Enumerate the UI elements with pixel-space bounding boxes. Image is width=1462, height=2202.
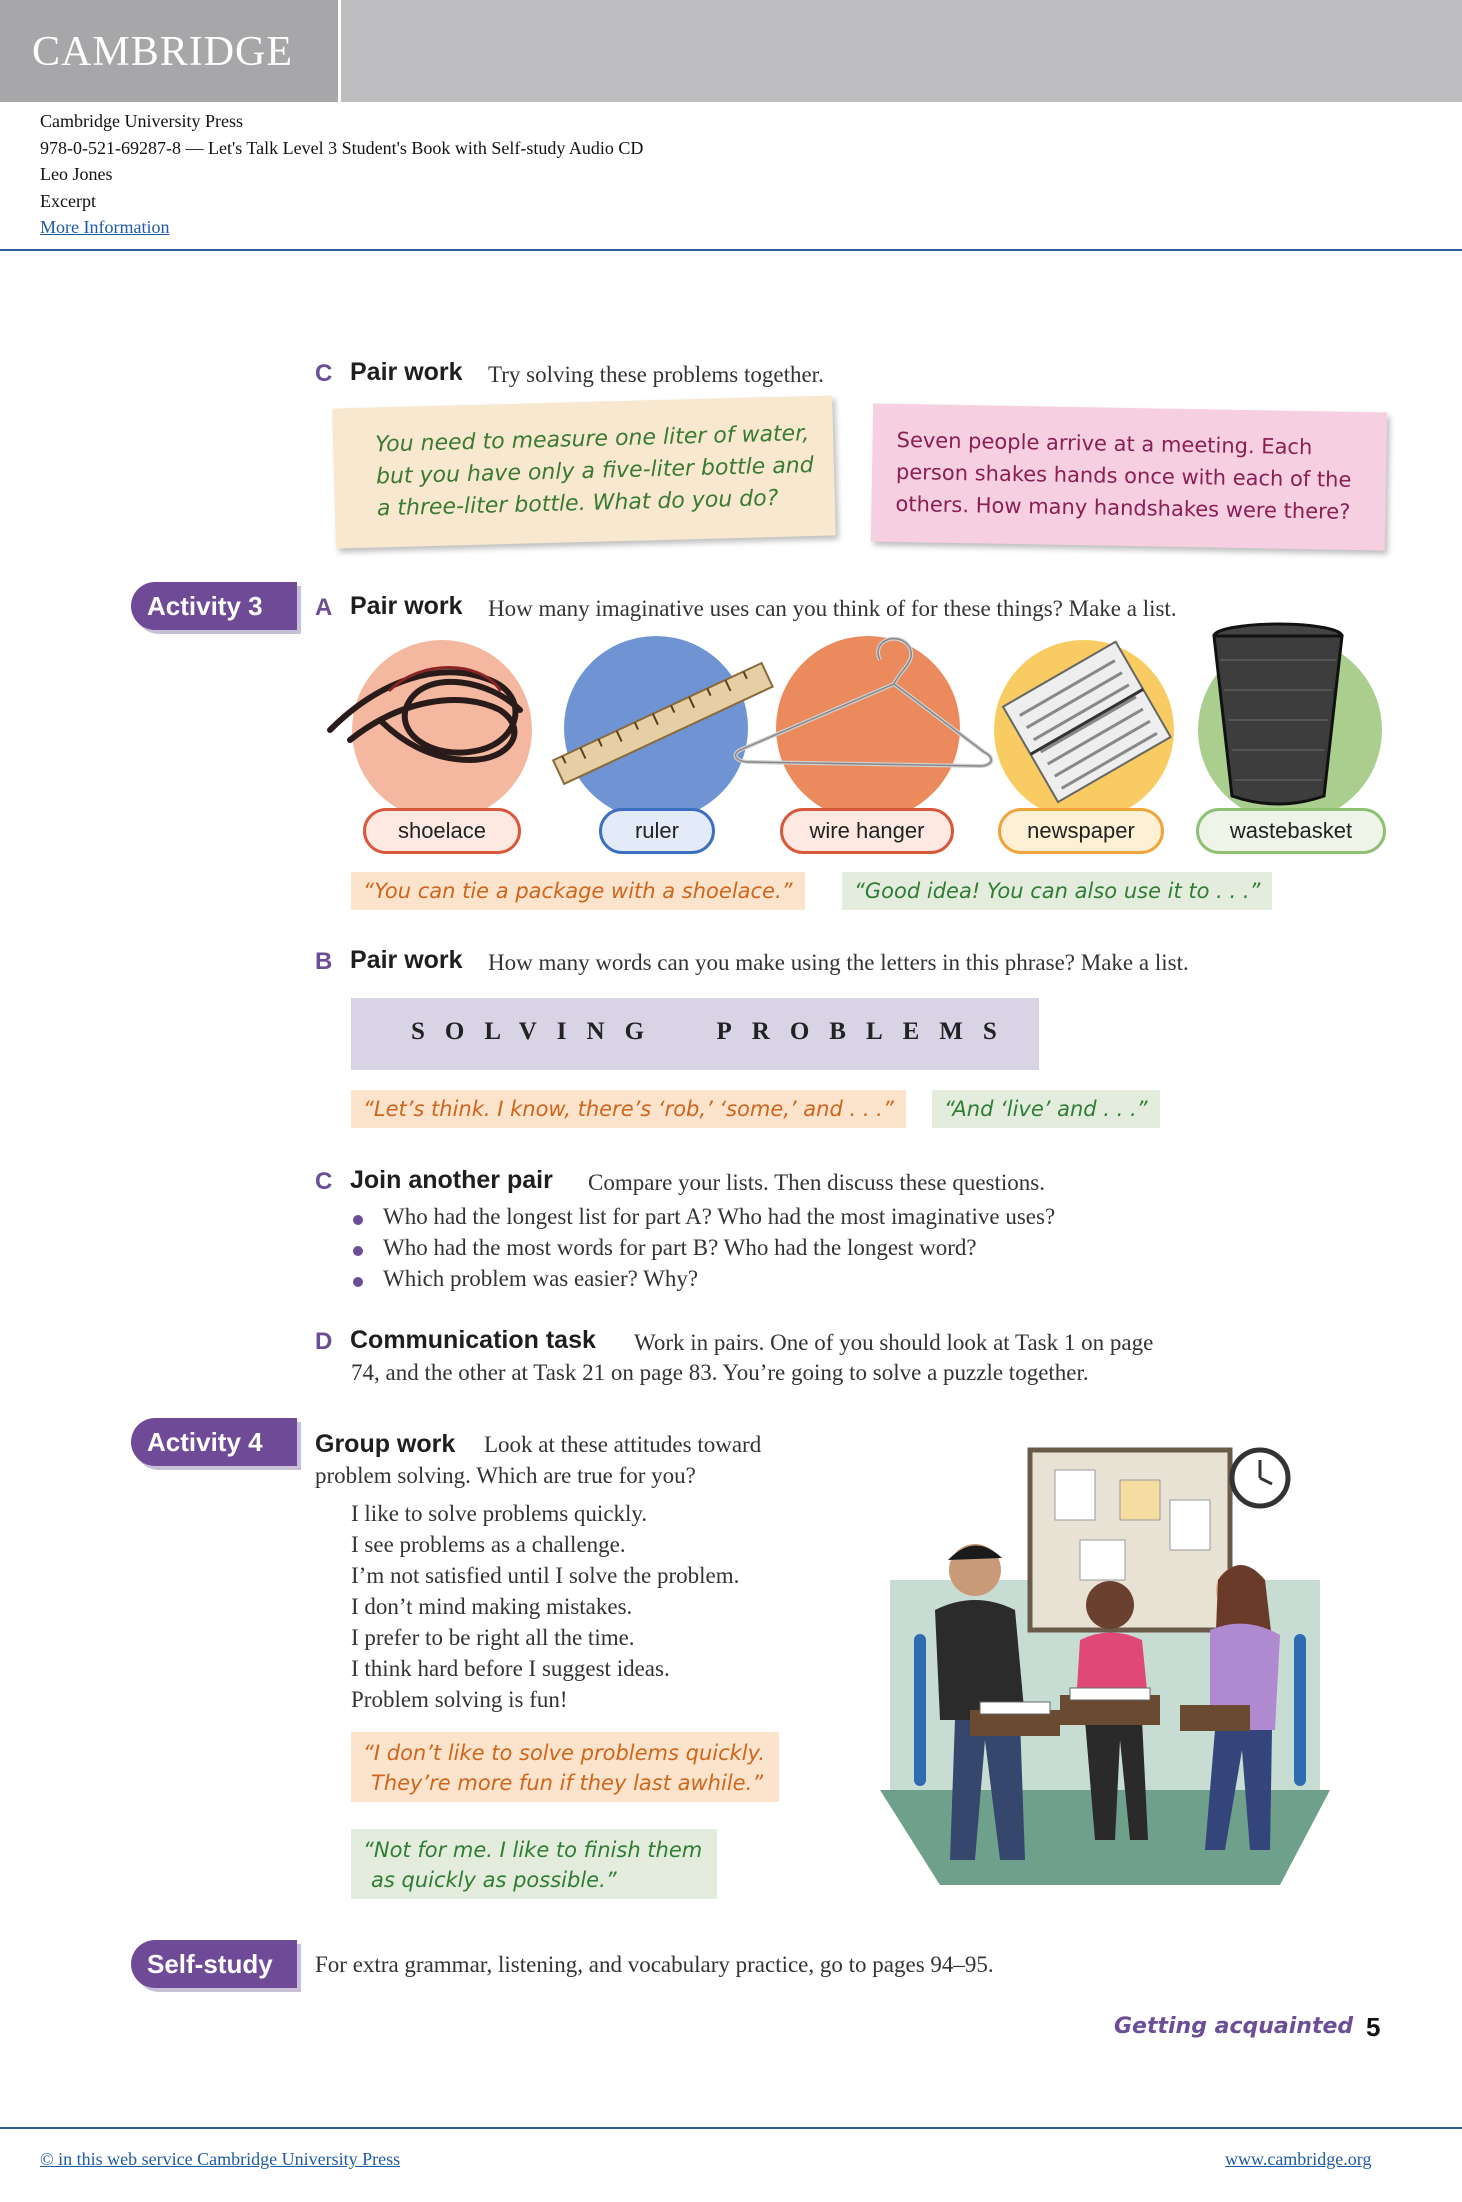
more-information-link[interactable]: More Information xyxy=(40,217,170,237)
book xyxy=(980,1702,1050,1714)
speech-bubble: “And ‘live’ and . . .” xyxy=(932,1090,1160,1128)
section-instruction: How many imaginative uses can you think of for these things? Make a list. xyxy=(488,596,1177,621)
attitude-statement: I don’t mind making mistakes. xyxy=(351,1594,633,1619)
page-number: 5 xyxy=(1366,2012,1381,2042)
bullet xyxy=(353,1215,363,1225)
activity-4-tab: Activity 4 xyxy=(131,1418,297,1466)
label-ruler: ruler xyxy=(599,808,715,854)
card-line: You need to measure one liter of water, xyxy=(374,421,810,458)
header-divider xyxy=(338,0,341,102)
cambridge-logo: CAMBRIDGE xyxy=(32,29,294,75)
card-line: others. How many handshakes were there? xyxy=(895,491,1351,524)
website-link[interactable]: www.cambridge.org xyxy=(1225,2149,1372,2169)
section-letter: D xyxy=(315,1328,333,1355)
section-instruction: Compare your lists. Then discuss these questions. xyxy=(588,1170,1045,1195)
section-instruction: How many words can you make using the letters in this phrase? Make a list. xyxy=(488,950,1189,975)
excerpt-label: Excerpt xyxy=(40,190,96,211)
intro-line: problem solving. Which are true for you? xyxy=(315,1463,696,1488)
attitude-statement: I’m not satisfied until I solve the problem. xyxy=(351,1563,740,1588)
header-rule xyxy=(0,249,1462,251)
section-heading: Pair work xyxy=(350,946,463,974)
self-study-tab: Self-study xyxy=(131,1940,297,1988)
section-letter: B xyxy=(315,948,333,975)
puzzle-card-handshakes xyxy=(871,404,1387,551)
label-wastebasket: wastebasket xyxy=(1196,808,1386,854)
note-paper xyxy=(1055,1470,1095,1520)
bubble-line: “I don’t like to solve problems quickly. xyxy=(363,1741,766,1765)
activity-3-tab: Activity 3 xyxy=(131,582,297,630)
task-line: Work in pairs. One of you should look at Task 1 on page xyxy=(634,1330,1154,1355)
card-line: but you have only a five-liter bottle and xyxy=(375,452,815,490)
question-item: Which problem was easier? Why? xyxy=(383,1266,699,1291)
label-wire-hanger: wire hanger xyxy=(780,808,954,854)
attitude-statement: I see problems as a challenge. xyxy=(351,1532,626,1557)
self-study-text: For extra grammar, listening, and vocabulary practice, go to pages 94–95. xyxy=(315,1952,994,1977)
bubble-line: as quickly as possible.” xyxy=(371,1868,617,1892)
isbn-title: 978-0-521-69287-8 — Let's Talk Level 3 Student's Book with Self-study Audio CD xyxy=(40,137,644,158)
intro-line: Look at these attitudes toward xyxy=(484,1432,762,1457)
wastebasket-icon xyxy=(1214,624,1342,804)
attitude-statement: I prefer to be right all the time. xyxy=(351,1625,635,1650)
section-heading: Communication task xyxy=(350,1326,596,1354)
author: Leo Jones xyxy=(40,164,113,184)
question-item: Who had the most words for part B? Who had the longest word? xyxy=(383,1235,977,1260)
book-metadata xyxy=(40,108,643,241)
speech-bubble xyxy=(351,1829,717,1899)
task-line: 74, and the other at Task 21 on page 83. You’re going to solve a puzzle together. xyxy=(351,1360,1089,1385)
note-paper xyxy=(1120,1480,1160,1520)
bullet xyxy=(353,1277,363,1287)
group-study-illustration xyxy=(880,1440,1330,1890)
attitude-statement: I think hard before I suggest ideas. xyxy=(351,1656,670,1681)
wire-hanger-circle xyxy=(776,636,960,820)
label-newspaper: newspaper xyxy=(998,808,1164,854)
puzzle-card-water xyxy=(332,395,835,548)
desk xyxy=(1180,1705,1250,1731)
unit-title: Getting acquainted xyxy=(1114,2014,1354,2039)
bubble-line: They’re more fun if they last awhile.” xyxy=(371,1771,764,1795)
book xyxy=(1070,1688,1150,1700)
label-shoelace: shoelace xyxy=(363,808,521,854)
logo-box xyxy=(0,0,338,102)
section-heading: Pair work xyxy=(350,592,463,620)
section-instruction: Try solving these problems together. xyxy=(488,362,824,387)
copyright-link[interactable]: © in this web service Cambridge University Press xyxy=(40,2149,401,2169)
card-line: a three-liter bottle. What do you do? xyxy=(376,485,779,522)
note-paper xyxy=(1170,1500,1210,1550)
letters-phrase: SOLVING PROBLEMS xyxy=(411,1018,1017,1045)
speech-bubble: “You can tie a package with a shoelace.” xyxy=(351,872,805,910)
attitude-statement: Problem solving is fun! xyxy=(351,1687,568,1712)
speech-bubble: “Let’s think. I know, there’s ‘rob,’ ‘some,’ and . . .” xyxy=(351,1090,906,1128)
section-heading: Pair work xyxy=(350,358,463,386)
footer-rule xyxy=(0,2127,1462,2129)
section-letter: A xyxy=(315,594,333,621)
section-heading: Join another pair xyxy=(350,1166,553,1194)
card-line: Seven people arrive at a meeting. Each xyxy=(896,427,1313,460)
note-paper xyxy=(1080,1540,1125,1580)
bubble-line: “Not for me. I like to finish them xyxy=(363,1838,703,1862)
question-item: Who had the longest list for part A? Who had the most imaginative uses? xyxy=(383,1204,1056,1229)
publisher: Cambridge University Press xyxy=(40,111,243,131)
speech-bubble: “Good idea! You can also use it to . . .” xyxy=(842,872,1272,910)
card-line: person shakes hands once with each of the xyxy=(895,459,1352,492)
attitude-statement: I like to solve problems quickly. xyxy=(351,1501,648,1526)
bullet xyxy=(353,1246,363,1256)
letters-phrase-box xyxy=(351,998,1039,1070)
section-letter: C xyxy=(315,1168,333,1195)
speech-bubble xyxy=(351,1732,779,1802)
section-heading: Group work xyxy=(315,1430,456,1458)
section-letter: C xyxy=(315,360,333,387)
student-head xyxy=(1086,1581,1134,1629)
